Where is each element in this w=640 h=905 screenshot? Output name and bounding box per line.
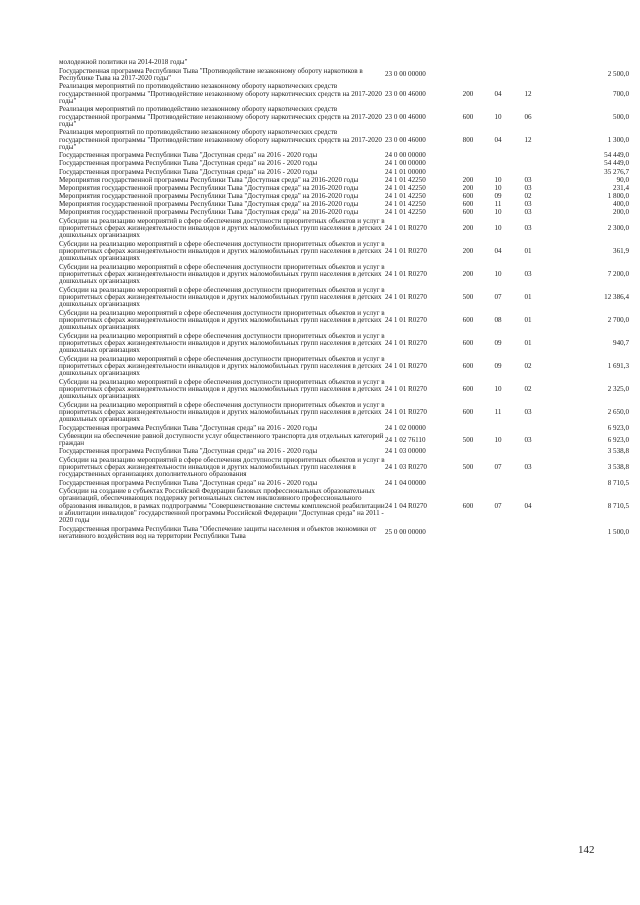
- row-code: 24 1 01 42250: [385, 208, 426, 217]
- row-name: молодежной политики на 2014-2018 годы": [59, 58, 188, 67]
- table-row: [59, 217, 629, 240]
- row-expense-type: 500: [462, 463, 474, 472]
- row-name: Субсидии на реализацию мероприятий в сфере обеспечения доступности приоритетных объектов и услуг в приоритетных сферах жизнедеятельности инвалидов и других маломобильных групп населения в государственных организациях дополнительного образования: [59, 455, 385, 479]
- table-row: [59, 263, 629, 286]
- row-amount: [543, 59, 629, 67]
- row-amount: 361,9: [613, 247, 629, 256]
- row-expense-type: [453, 424, 483, 432]
- row-amount: 1 800,0: [607, 192, 629, 201]
- row-subsection: 12: [524, 135, 532, 144]
- row-name: Субсидии на реализацию мероприятий в сфере обеспечения доступности приоритетных объектов и услуг в приоритетных сферах жизнедеятельности инвалидов и других маломобильных групп населения в детских дошкольных организациях: [59, 308, 385, 332]
- row-code: 24 1 01 42250: [385, 175, 426, 184]
- table-row: [59, 160, 629, 168]
- row-section: 11: [494, 200, 502, 209]
- row-name: Субвенции на обеспечение равной доступности услуг общественного транспорта для отдельных категорий граждан: [59, 431, 384, 448]
- table-row: [59, 106, 629, 129]
- row-section: 11: [494, 408, 502, 417]
- row-expense-type: [453, 160, 483, 168]
- row-code: 24 1 02 76110: [385, 435, 426, 444]
- row-name: Государственная программа Республики Тыва "Доступная среда" на 2016 - 2020 годы: [59, 151, 318, 160]
- row-expense-type: [453, 525, 483, 541]
- row-code: 24 1 01 R0270: [385, 408, 427, 417]
- row-name: Мероприятия государственной программы Республики Тыва "Доступная среда" на 2016-2020 годы: [59, 208, 359, 217]
- row-section: [483, 424, 513, 432]
- row-section: [483, 160, 513, 168]
- row-subsection: 03: [524, 200, 532, 209]
- row-name: Субсидии на реализацию мероприятий в сфере обеспечения доступности приоритетных объектов и услуг в приоритетных сферах жизнедеятельности инвалидов и других маломобильных групп населения в детских дошкольных организациях: [59, 239, 385, 263]
- row-amount: 2 650,0: [607, 408, 629, 417]
- table-row: [59, 401, 629, 424]
- row-subsection: 03: [524, 208, 532, 217]
- table-row: [59, 59, 629, 67]
- row-expense-type: 200: [462, 247, 474, 256]
- row-amount: 7 200,0: [607, 270, 629, 279]
- row-section: 09: [494, 362, 502, 371]
- row-code: 24 1 01 R0270: [385, 316, 427, 325]
- row-subsection: 03: [524, 435, 532, 444]
- row-name: Субсидии на реализацию мероприятий в сфере обеспечения доступности приоритетных объектов и услуг в приоритетных сферах жизнедеятельности инвалидов и других маломобильных групп населения в детских дошкольных организациях: [59, 285, 385, 309]
- row-code: [385, 59, 453, 67]
- row-amount: 200,0: [613, 208, 629, 217]
- row-code: 25 0 00 00000: [385, 528, 426, 537]
- row-code: 24 1 03 R0270: [385, 463, 427, 472]
- row-amount: 2 500,0: [607, 70, 629, 79]
- row-name: Государственная программа Республики Тыва "Доступная среда" на 2016 - 2020 годы: [59, 423, 318, 432]
- row-amount: 54 449,0: [604, 151, 629, 160]
- row-subsection: 12: [524, 89, 532, 98]
- row-section: [483, 525, 513, 541]
- table-row: [59, 378, 629, 401]
- table-row: [59, 525, 629, 541]
- row-subsection: 06: [524, 112, 532, 121]
- row-amount: 231,4: [613, 183, 629, 192]
- row-name: Реализация мероприятий по противодействию незаконному обороту наркотических средств государственной программы "Противодействие незаконному обороту наркотических средств на 2017-2020 годы": [59, 105, 382, 128]
- row-section: 10: [494, 385, 502, 394]
- row-section: [483, 59, 513, 67]
- row-section: [483, 479, 513, 487]
- row-name: Субсидии на реализацию мероприятий в сфере обеспечения доступности приоритетных объектов и услуг в приоритетных сферах жизнедеятельности инвалидов и других маломобильных групп населения в детских дошкольных организациях: [59, 400, 385, 424]
- row-code: 24 1 01 R0270: [385, 385, 427, 394]
- row-subsection: 04: [524, 501, 532, 510]
- row-amount: 35 276,7: [604, 167, 629, 176]
- row-expense-type: 200: [462, 224, 474, 233]
- row-expense-type: 500: [462, 435, 474, 444]
- row-subsection: 03: [524, 463, 532, 472]
- row-expense-type: 800: [462, 135, 474, 144]
- row-code: 24 1 01 42250: [385, 192, 426, 201]
- row-subsection: [513, 160, 543, 168]
- row-code: 24 1 01 R0270: [385, 224, 427, 233]
- row-code: 23 0 00 46000: [385, 135, 426, 144]
- budget-table: [59, 59, 629, 541]
- row-expense-type: 600: [462, 200, 474, 209]
- row-subsection: [513, 525, 543, 541]
- row-subsection: 01: [524, 247, 532, 256]
- row-expense-type: 200: [462, 270, 474, 279]
- row-code: 23 0 00 00000: [385, 70, 426, 79]
- row-section: 07: [494, 501, 502, 510]
- row-amount: 400,0: [613, 200, 629, 209]
- row-section: 10: [494, 183, 502, 192]
- row-subsection: 01: [524, 339, 532, 348]
- row-amount: 2 300,0: [607, 224, 629, 233]
- row-name: Субсидии на реализацию мероприятий в сфере обеспечения доступности приоритетных объектов и услуг в приоритетных сферах жизнедеятельности инвалидов и других маломобильных групп населения в детских дошкольных организациях: [59, 354, 385, 378]
- row-section: 07: [494, 463, 502, 472]
- row-expense-type: 600: [462, 112, 474, 121]
- row-amount: 6 923,0: [607, 423, 629, 432]
- table-row: [59, 487, 629, 525]
- row-section: 09: [494, 192, 502, 201]
- row-subsection: 01: [524, 293, 532, 302]
- row-section: 04: [494, 89, 502, 98]
- row-amount: 90,0: [616, 175, 629, 184]
- row-subsection: 02: [524, 192, 532, 201]
- row-code: 24 1 04 00000: [385, 478, 426, 487]
- row-expense-type: 200: [462, 175, 474, 184]
- row-name: Субсидии на реализацию мероприятий в сфере обеспечения доступности приоритетных объектов и услуг в приоритетных сферах жизнедеятельности инвалидов и других маломобильных групп населения в детских дошкольных организациях: [59, 377, 385, 401]
- row-name: Государственная программа Республики Тыва "Доступная среда" на 2016 - 2020 годы: [59, 447, 318, 456]
- row-name: Государственная программа Республики Тыва "Противодействие незаконному обороту наркотиков в Республике Тыва на 2017-2020 годы": [59, 66, 363, 82]
- row-code: 24 1 01 42250: [385, 200, 426, 209]
- row-code: 24 1 01 R0270: [385, 293, 427, 302]
- row-section: 10: [494, 224, 502, 233]
- row-amount: 940,7: [613, 339, 629, 348]
- row-amount: 1 691,3: [607, 362, 629, 371]
- row-expense-type: [453, 59, 483, 67]
- row-name: Мероприятия государственной программы Республики Тыва "Доступная среда" на 2016-2020 годы: [59, 192, 359, 201]
- row-subsection: 03: [524, 175, 532, 184]
- row-section: 10: [494, 175, 502, 184]
- row-subsection: [513, 448, 543, 456]
- row-subsection: 03: [524, 408, 532, 417]
- table-row: [59, 129, 629, 152]
- row-amount: 12 386,4: [604, 293, 629, 302]
- row-code: 23 0 00 46000: [385, 112, 426, 121]
- row-name: Субсидии на реализацию мероприятий в сфере обеспечения доступности приоритетных объектов и услуг в приоритетных сферах жизнедеятельности инвалидов и других маломобильных групп населения в детских дошкольных организациях: [59, 216, 385, 240]
- row-subsection: 02: [524, 385, 532, 394]
- table-row: [59, 240, 629, 263]
- row-expense-type: 500: [462, 293, 474, 302]
- row-name: Государственная программа Республики Тыва "Обеспечение защиты населения и объектов экономики от негативного воздействия вод на территории Республики Тыва: [59, 524, 377, 541]
- table-row: [59, 432, 629, 448]
- row-code: 24 1 03 00000: [385, 447, 426, 456]
- row-subsection: [513, 67, 543, 83]
- row-code: 24 0 00 00000: [385, 151, 426, 160]
- row-code: 24 1 01 00000: [385, 167, 426, 176]
- row-subsection: 01: [524, 316, 532, 325]
- row-code: 24 1 02 00000: [385, 423, 426, 432]
- row-name: Субсидии на создание в субъектах Российской Федерации базовых профессиональных образовательных организаций, обеспечивающих поддержку региональных систем инклюзивного профессионального образования инвалидов, в рамках подпрограммы "Совершенствование системы комплексной реабилитации и абилитации инвалидов" государственной программы Российской Федерации "Доступная среда" на 2011 - 2020 годы: [59, 486, 385, 525]
- row-amount: 700,0: [613, 89, 629, 98]
- row-name: Государственная программа Республики Тыва "Доступная среда" на 2016 - 2020 годы: [59, 478, 318, 487]
- row-code: 24 1 01 R0270: [385, 270, 427, 279]
- row-code: 24 1 01 R0270: [385, 247, 427, 256]
- row-section: 10: [494, 112, 502, 121]
- row-amount: 8 710,5: [607, 478, 629, 487]
- row-expense-type: 600: [462, 192, 474, 201]
- row-expense-type: 600: [462, 501, 474, 510]
- row-name: Реализация мероприятий по противодействию незаконному обороту наркотических средств государственной программы "Противодействие незаконному обороту наркотических средств на 2017-2020 годы": [59, 128, 382, 151]
- row-code: 23 0 00 46000: [385, 89, 426, 98]
- row-code: 24 1 01 R0270: [385, 362, 427, 371]
- row-name: Субсидии на реализацию мероприятий в сфере обеспечения доступности приоритетных объектов и услуг в приоритетных сферах жизнедеятельности инвалидов и других маломобильных групп населения в детских дошкольных организациях: [59, 331, 385, 355]
- row-section: 09: [494, 339, 502, 348]
- row-amount: 2 700,0: [607, 316, 629, 325]
- row-section: [483, 152, 513, 160]
- row-amount: 6 923,0: [607, 435, 629, 444]
- row-expense-type: 200: [462, 89, 474, 98]
- row-code: 24 1 01 R0270: [385, 339, 427, 348]
- row-subsection: 02: [524, 362, 532, 371]
- table-row: [59, 355, 629, 378]
- row-name: Государственная программа Республики Тыва "Доступная среда" на 2016 - 2020 годы: [59, 167, 318, 176]
- row-section: 10: [494, 270, 502, 279]
- row-subsection: [513, 479, 543, 487]
- row-amount: 1 300,0: [607, 135, 629, 144]
- row-expense-type: 600: [462, 208, 474, 217]
- row-section: 04: [494, 135, 502, 144]
- row-expense-type: 600: [462, 408, 474, 417]
- row-amount: 1 500,0: [607, 528, 629, 537]
- row-subsection: [513, 152, 543, 160]
- table-row: [59, 83, 629, 106]
- page-number: 142: [578, 844, 595, 856]
- table-row: [59, 67, 629, 83]
- row-amount: 500,0: [613, 112, 629, 121]
- row-expense-type: 600: [462, 316, 474, 325]
- row-expense-type: 200: [462, 183, 474, 192]
- row-amount: 54 449,0: [604, 159, 629, 168]
- row-section: [483, 67, 513, 83]
- row-name: Субсидии на реализацию мероприятий в сфере обеспечения доступности приоритетных объектов и услуг в приоритетных сферах жизнедеятельности инвалидов и других маломобильных групп населения в детских дошкольных организациях: [59, 262, 385, 286]
- row-expense-type: 600: [462, 362, 474, 371]
- row-amount: 3 538,8: [607, 447, 629, 456]
- row-amount: 2 325,0: [607, 385, 629, 394]
- row-section: 04: [494, 247, 502, 256]
- row-subsection: [513, 59, 543, 67]
- table-row: [59, 332, 629, 355]
- row-amount: 3 538,8: [607, 463, 629, 472]
- row-section: 10: [494, 435, 502, 444]
- row-name: Государственная программа Республики Тыва "Доступная среда" на 2016 - 2020 годы: [59, 159, 318, 168]
- table-row: [59, 286, 629, 309]
- row-expense-type: [453, 479, 483, 487]
- row-name: Мероприятия государственной программы Республики Тыва "Доступная среда" на 2016-2020 годы: [59, 200, 359, 209]
- row-expense-type: 600: [462, 339, 474, 348]
- row-name: Мероприятия государственной программы Республики Тыва "Доступная среда" на 2016-2020 годы: [59, 183, 359, 192]
- table-row: [59, 309, 629, 332]
- row-section: [483, 448, 513, 456]
- row-expense-type: [453, 448, 483, 456]
- row-code: 24 1 01 42250: [385, 183, 426, 192]
- row-section: 08: [494, 316, 502, 325]
- row-subsection: 03: [524, 224, 532, 233]
- row-expense-type: 600: [462, 385, 474, 394]
- row-code: 24 1 04 R0270: [385, 501, 427, 510]
- row-subsection: 03: [524, 270, 532, 279]
- row-subsection: 03: [524, 183, 532, 192]
- table-row: [59, 456, 629, 479]
- row-amount: 8 710,5: [607, 501, 629, 510]
- row-name: Мероприятия государственной программы Республики Тыва "Доступная среда" на 2016-2020 годы: [59, 175, 359, 184]
- row-expense-type: [453, 67, 483, 83]
- row-code: 24 1 00 00000: [385, 159, 426, 168]
- row-subsection: [513, 424, 543, 432]
- row-expense-type: [453, 152, 483, 160]
- row-section: 07: [494, 293, 502, 302]
- budget-table-body: [59, 59, 629, 541]
- row-section: 10: [494, 208, 502, 217]
- row-name: Реализация мероприятий по противодействию незаконному обороту наркотических средств государственной программы "Противодействие незаконному обороту наркотических средств на 2017-2020 годы": [59, 82, 382, 105]
